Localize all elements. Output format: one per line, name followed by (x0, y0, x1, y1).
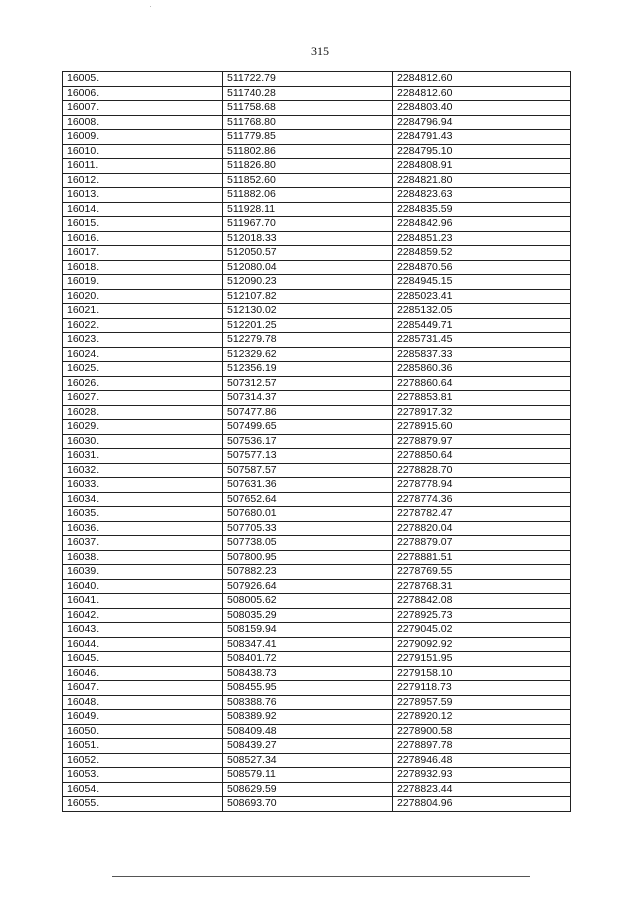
point-id-cell: 16023. (63, 333, 223, 348)
table-row (63, 797, 571, 812)
y-coordinate-cell: 2284859.52 (393, 246, 571, 261)
x-coordinate-cell: 511758.68 (223, 101, 393, 116)
table-row (63, 492, 571, 507)
point-id-cell: 16011. (63, 159, 223, 174)
y-coordinate-cell: 2285731.45 (393, 333, 571, 348)
y-coordinate-cell: 2284870.56 (393, 260, 571, 275)
table-row (63, 347, 571, 362)
point-id-cell: 16027. (63, 391, 223, 406)
point-id-cell: 16043. (63, 623, 223, 638)
point-id-cell: 16044. (63, 637, 223, 652)
point-id-cell: 16016. (63, 231, 223, 246)
point-id-cell: 16053. (63, 768, 223, 783)
y-coordinate-cell: 2278782.47 (393, 507, 571, 522)
x-coordinate-cell: 511802.86 (223, 144, 393, 159)
x-coordinate-cell: 507631.36 (223, 478, 393, 493)
x-coordinate-cell: 508629.59 (223, 782, 393, 797)
x-coordinate-cell: 512329.62 (223, 347, 393, 362)
table-row (63, 202, 571, 217)
table-row (63, 507, 571, 522)
y-coordinate-cell: 2279045.02 (393, 623, 571, 638)
point-id-cell: 16024. (63, 347, 223, 362)
table-row (63, 405, 571, 420)
y-coordinate-cell: 2285023.41 (393, 289, 571, 304)
x-coordinate-cell: 512107.82 (223, 289, 393, 304)
table-row (63, 449, 571, 464)
y-coordinate-cell: 2279092.92 (393, 637, 571, 652)
x-coordinate-cell: 508005.62 (223, 594, 393, 609)
table-row (63, 579, 571, 594)
y-coordinate-cell: 2278879.97 (393, 434, 571, 449)
table-row (63, 782, 571, 797)
point-id-cell: 16015. (63, 217, 223, 232)
y-coordinate-cell: 2279158.10 (393, 666, 571, 681)
y-coordinate-cell: 2284791.43 (393, 130, 571, 145)
x-coordinate-cell: 511928.11 (223, 202, 393, 217)
scan-mark (150, 6, 151, 7)
point-id-cell: 16052. (63, 753, 223, 768)
y-coordinate-cell: 2278879.07 (393, 536, 571, 551)
point-id-cell: 16022. (63, 318, 223, 333)
point-id-cell: 16045. (63, 652, 223, 667)
x-coordinate-cell: 507536.17 (223, 434, 393, 449)
point-id-cell: 16046. (63, 666, 223, 681)
x-coordinate-cell: 512201.25 (223, 318, 393, 333)
x-coordinate-cell: 507926.64 (223, 579, 393, 594)
x-coordinate-cell: 512080.04 (223, 260, 393, 275)
y-coordinate-cell: 2278860.64 (393, 376, 571, 391)
coordinates-table (62, 71, 571, 812)
point-id-cell: 16032. (63, 463, 223, 478)
x-coordinate-cell: 512018.33 (223, 231, 393, 246)
point-id-cell: 16051. (63, 739, 223, 754)
table-row (63, 420, 571, 435)
point-id-cell: 16018. (63, 260, 223, 275)
y-coordinate-cell: 2278917.32 (393, 405, 571, 420)
table-row (63, 666, 571, 681)
point-id-cell: 16035. (63, 507, 223, 522)
x-coordinate-cell: 508347.41 (223, 637, 393, 652)
point-id-cell: 16021. (63, 304, 223, 319)
point-id-cell: 16008. (63, 115, 223, 130)
point-id-cell: 16019. (63, 275, 223, 290)
x-coordinate-cell: 507800.95 (223, 550, 393, 565)
point-id-cell: 16054. (63, 782, 223, 797)
point-id-cell: 16040. (63, 579, 223, 594)
y-coordinate-cell: 2285449.71 (393, 318, 571, 333)
x-coordinate-cell: 511768.80 (223, 115, 393, 130)
y-coordinate-cell: 2284796.94 (393, 115, 571, 130)
point-id-cell: 16055. (63, 797, 223, 812)
table-row (63, 333, 571, 348)
table-row (63, 188, 571, 203)
y-coordinate-cell: 2278897.78 (393, 739, 571, 754)
y-coordinate-cell: 2278920.12 (393, 710, 571, 725)
point-id-cell: 16029. (63, 420, 223, 435)
y-coordinate-cell: 2278957.59 (393, 695, 571, 710)
point-id-cell: 16007. (63, 101, 223, 116)
table-row (63, 724, 571, 739)
point-id-cell: 16037. (63, 536, 223, 551)
table-row (63, 710, 571, 725)
coordinates-table-container (62, 71, 570, 812)
y-coordinate-cell: 2278932.93 (393, 768, 571, 783)
table-row (63, 304, 571, 319)
x-coordinate-cell: 512130.02 (223, 304, 393, 319)
table-row (63, 217, 571, 232)
table-row (63, 391, 571, 406)
table-row (63, 536, 571, 551)
point-id-cell: 16014. (63, 202, 223, 217)
y-coordinate-cell: 2278778.94 (393, 478, 571, 493)
table-row (63, 594, 571, 609)
x-coordinate-cell: 508579.11 (223, 768, 393, 783)
x-coordinate-cell: 508527.34 (223, 753, 393, 768)
table-row (63, 565, 571, 580)
y-coordinate-cell: 2284821.80 (393, 173, 571, 188)
point-id-cell: 16017. (63, 246, 223, 261)
table-row (63, 86, 571, 101)
coordinates-table-body (63, 72, 571, 812)
y-coordinate-cell: 2279118.73 (393, 681, 571, 696)
point-id-cell: 16041. (63, 594, 223, 609)
table-row (63, 275, 571, 290)
point-id-cell: 16020. (63, 289, 223, 304)
x-coordinate-cell: 507705.33 (223, 521, 393, 536)
point-id-cell: 16028. (63, 405, 223, 420)
footer-rule (112, 876, 530, 877)
point-id-cell: 16031. (63, 449, 223, 464)
table-row (63, 376, 571, 391)
table-row (63, 637, 571, 652)
x-coordinate-cell: 508035.29 (223, 608, 393, 623)
y-coordinate-cell: 2284823.63 (393, 188, 571, 203)
table-row (63, 739, 571, 754)
y-coordinate-cell: 2285860.36 (393, 362, 571, 377)
table-row (63, 72, 571, 87)
x-coordinate-cell: 507882.23 (223, 565, 393, 580)
point-id-cell: 16048. (63, 695, 223, 710)
x-coordinate-cell: 512090.23 (223, 275, 393, 290)
table-row (63, 695, 571, 710)
y-coordinate-cell: 2278915.60 (393, 420, 571, 435)
table-row (63, 768, 571, 783)
table-row (63, 521, 571, 536)
table-row (63, 289, 571, 304)
point-id-cell: 16047. (63, 681, 223, 696)
point-id-cell: 16042. (63, 608, 223, 623)
point-id-cell: 16010. (63, 144, 223, 159)
y-coordinate-cell: 2278820.04 (393, 521, 571, 536)
x-coordinate-cell: 508438.73 (223, 666, 393, 681)
x-coordinate-cell: 507738.05 (223, 536, 393, 551)
table-row (63, 115, 571, 130)
page-number: 315 (311, 44, 329, 58)
x-coordinate-cell: 511826.80 (223, 159, 393, 174)
point-id-cell: 16038. (63, 550, 223, 565)
point-id-cell: 16005. (63, 72, 223, 87)
table-row (63, 260, 571, 275)
y-coordinate-cell: 2278769.55 (393, 565, 571, 580)
table-row (63, 478, 571, 493)
y-coordinate-cell: 2284812.60 (393, 86, 571, 101)
y-coordinate-cell: 2278881.51 (393, 550, 571, 565)
y-coordinate-cell: 2284945.15 (393, 275, 571, 290)
y-coordinate-cell: 2284835.59 (393, 202, 571, 217)
y-coordinate-cell: 2278853.81 (393, 391, 571, 406)
point-id-cell: 16013. (63, 188, 223, 203)
table-row (63, 318, 571, 333)
point-id-cell: 16030. (63, 434, 223, 449)
x-coordinate-cell: 508401.72 (223, 652, 393, 667)
x-coordinate-cell: 511882.06 (223, 188, 393, 203)
x-coordinate-cell: 511967.70 (223, 217, 393, 232)
x-coordinate-cell: 508389.92 (223, 710, 393, 725)
x-coordinate-cell: 507314.37 (223, 391, 393, 406)
table-row (63, 101, 571, 116)
x-coordinate-cell: 511779.85 (223, 130, 393, 145)
y-coordinate-cell: 2284795.10 (393, 144, 571, 159)
table-row (63, 434, 571, 449)
y-coordinate-cell: 2285132.05 (393, 304, 571, 319)
table-row (63, 144, 571, 159)
y-coordinate-cell: 2285837.33 (393, 347, 571, 362)
x-coordinate-cell: 511722.79 (223, 72, 393, 87)
table-row (63, 246, 571, 261)
x-coordinate-cell: 512050.57 (223, 246, 393, 261)
table-row (63, 159, 571, 174)
x-coordinate-cell: 507587.57 (223, 463, 393, 478)
y-coordinate-cell: 2278900.58 (393, 724, 571, 739)
point-id-cell: 16006. (63, 86, 223, 101)
x-coordinate-cell: 507577.13 (223, 449, 393, 464)
table-row (63, 130, 571, 145)
x-coordinate-cell: 512356.19 (223, 362, 393, 377)
point-id-cell: 16036. (63, 521, 223, 536)
y-coordinate-cell: 2279151.95 (393, 652, 571, 667)
point-id-cell: 16012. (63, 173, 223, 188)
x-coordinate-cell: 508439.27 (223, 739, 393, 754)
x-coordinate-cell: 511852.60 (223, 173, 393, 188)
x-coordinate-cell: 508159.94 (223, 623, 393, 638)
x-coordinate-cell: 508409.48 (223, 724, 393, 739)
table-row (63, 231, 571, 246)
table-row (63, 681, 571, 696)
y-coordinate-cell: 2278946.48 (393, 753, 571, 768)
y-coordinate-cell: 2284842.96 (393, 217, 571, 232)
point-id-cell: 16049. (63, 710, 223, 725)
y-coordinate-cell: 2278850.64 (393, 449, 571, 464)
x-coordinate-cell: 507312.57 (223, 376, 393, 391)
x-coordinate-cell: 508388.76 (223, 695, 393, 710)
x-coordinate-cell: 507477.86 (223, 405, 393, 420)
y-coordinate-cell: 2278804.96 (393, 797, 571, 812)
table-row (63, 608, 571, 623)
y-coordinate-cell: 2284812.60 (393, 72, 571, 87)
x-coordinate-cell: 511740.28 (223, 86, 393, 101)
point-id-cell: 16026. (63, 376, 223, 391)
point-id-cell: 16025. (63, 362, 223, 377)
x-coordinate-cell: 508455.95 (223, 681, 393, 696)
y-coordinate-cell: 2278774.36 (393, 492, 571, 507)
x-coordinate-cell: 512279.78 (223, 333, 393, 348)
y-coordinate-cell: 2278842.08 (393, 594, 571, 609)
table-row (63, 463, 571, 478)
point-id-cell: 16050. (63, 724, 223, 739)
point-id-cell: 16034. (63, 492, 223, 507)
table-row (63, 652, 571, 667)
y-coordinate-cell: 2278768.31 (393, 579, 571, 594)
table-row (63, 550, 571, 565)
y-coordinate-cell: 2284851.23 (393, 231, 571, 246)
y-coordinate-cell: 2278823.44 (393, 782, 571, 797)
table-row (63, 623, 571, 638)
point-id-cell: 16033. (63, 478, 223, 493)
table-row (63, 362, 571, 377)
y-coordinate-cell: 2278925.73 (393, 608, 571, 623)
y-coordinate-cell: 2278828.70 (393, 463, 571, 478)
table-row (63, 173, 571, 188)
table-row (63, 753, 571, 768)
point-id-cell: 16009. (63, 130, 223, 145)
x-coordinate-cell: 507680.01 (223, 507, 393, 522)
point-id-cell: 16039. (63, 565, 223, 580)
x-coordinate-cell: 507499.65 (223, 420, 393, 435)
y-coordinate-cell: 2284803.40 (393, 101, 571, 116)
y-coordinate-cell: 2284808.91 (393, 159, 571, 174)
x-coordinate-cell: 507652.64 (223, 492, 393, 507)
x-coordinate-cell: 508693.70 (223, 797, 393, 812)
